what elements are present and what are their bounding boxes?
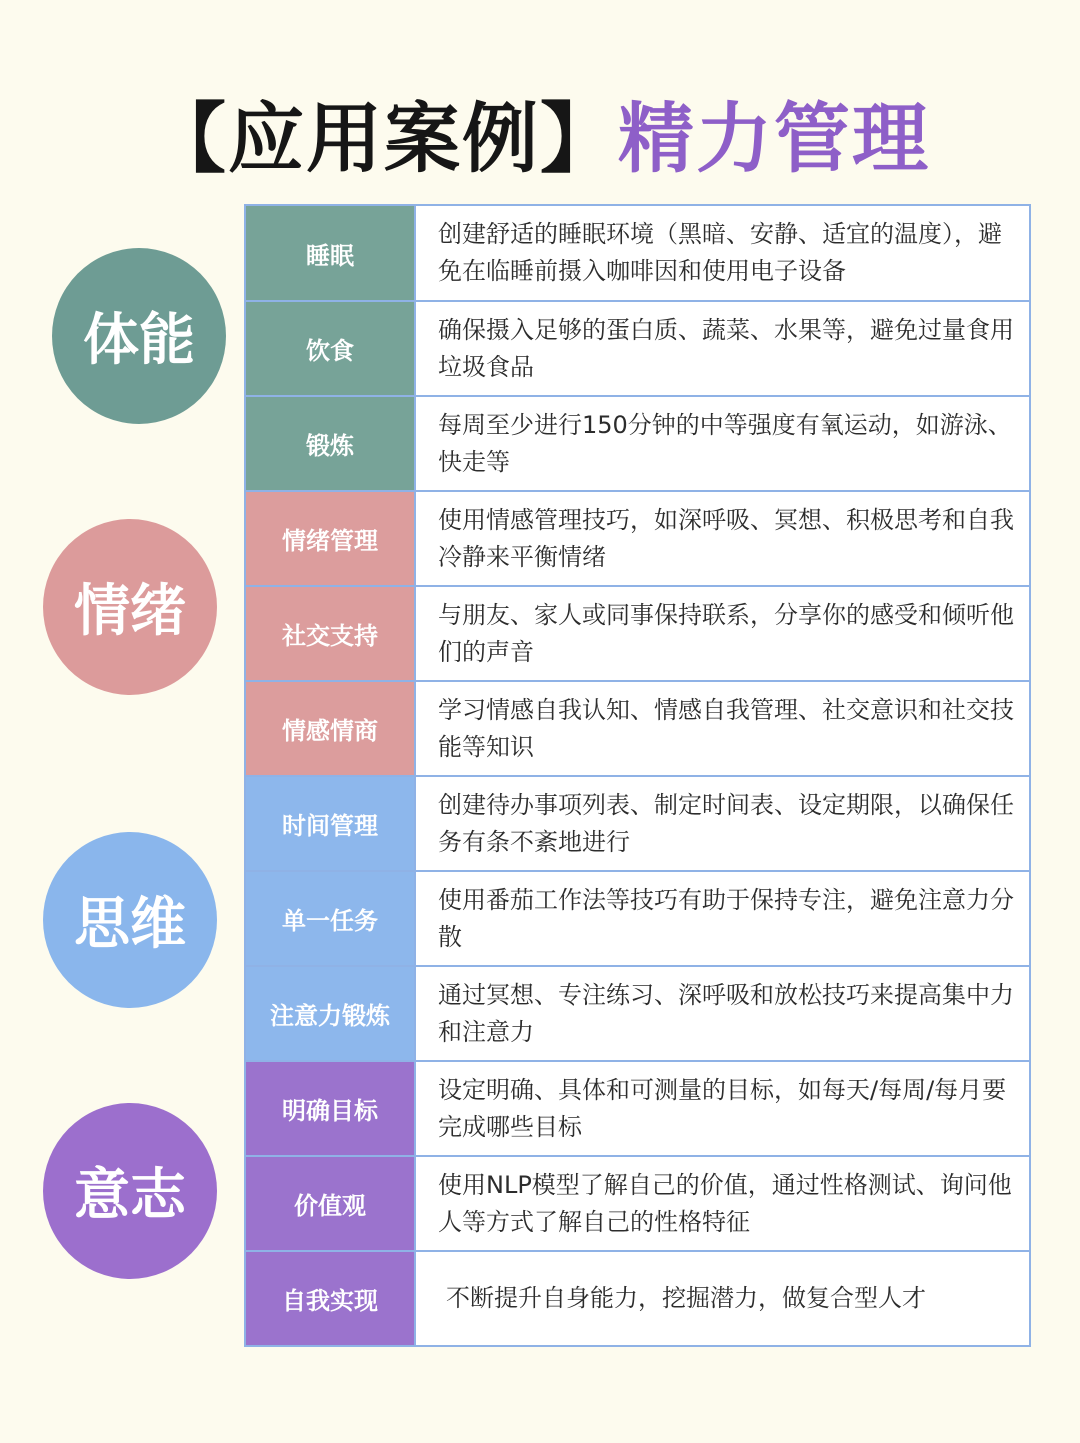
category-cell: 饮食 (246, 302, 416, 395)
category-cell: 睡眠 (246, 206, 416, 300)
category-cell: 情绪管理 (246, 492, 416, 585)
group-label-emotional: 情绪 (74, 579, 186, 644)
category-cell: 自我实现 (246, 1252, 416, 1345)
group-circle-willpower (43, 1103, 217, 1279)
category-cell: 社交支持 (246, 587, 416, 680)
category-cell: 价值观 (246, 1157, 416, 1250)
title-bracket-part: 【应用案例】 (150, 94, 618, 183)
category-cell: 锻炼 (246, 397, 416, 490)
category-cell: 注意力锻炼 (246, 967, 416, 1060)
description-cell: 与朋友、家人或同事保持联系，分享你的感受和倾听他们的声音 (438, 600, 1014, 666)
page-title (0, 78, 1080, 187)
energy-table (244, 204, 1031, 1347)
table-row (246, 395, 1029, 490)
group-label-mental: 思维 (74, 892, 186, 957)
table-row (246, 206, 1029, 300)
table-row (246, 1250, 1029, 1345)
table-row (246, 775, 1029, 870)
table-row (246, 1060, 1029, 1155)
description-cell: 使用情感管理技巧，如深呼吸、冥想、积极思考和自我冷静来平衡情绪 (438, 505, 1014, 571)
description-cell: 通过冥想、专注练习、深呼吸和放松技巧来提高集中力和注意力 (438, 980, 1014, 1046)
description-cell: 设定明确、具体和可测量的目标，如每天/每周/每月要完成哪些目标 (438, 1075, 1007, 1141)
group-label-physical: 体能 (83, 308, 195, 373)
category-cell: 单一任务 (246, 872, 416, 965)
description-cell: 使用番茄工作法等技巧有助于保持专注，避免注意力分散 (438, 885, 1014, 951)
description-cell: 确保摄入足够的蛋白质、蔬菜、水果等，避免过量食用垃圾食品 (438, 315, 1014, 381)
group-circle-mental (43, 832, 217, 1008)
category-cell: 时间管理 (246, 777, 416, 870)
category-cell: 明确目标 (246, 1062, 416, 1155)
table-row (246, 490, 1029, 585)
description-cell: 使用NLP模型了解自己的价值，通过性格测试、询问他人等方式了解自己的性格特征 (438, 1170, 1012, 1236)
table-row (246, 1155, 1029, 1250)
title-topic-part: 精力管理 (618, 94, 930, 183)
group-circle-emotional (43, 519, 217, 695)
table-row (246, 300, 1029, 395)
description-cell: 不断提升自身能力，挖掘潜力，做复合型人才 (446, 1284, 926, 1312)
group-circle-physical (52, 248, 226, 424)
table-row (246, 870, 1029, 965)
description-cell: 学习情感自我认知、情感自我管理、社交意识和社交技能等知识 (438, 695, 1014, 761)
table-row (246, 585, 1029, 680)
group-label-willpower: 意志 (74, 1163, 186, 1228)
description-cell: 每周至少进行150分钟的中等强度有氧运动，如游泳、快走等 (438, 410, 1012, 476)
category-cell: 情感情商 (246, 682, 416, 775)
description-cell: 创建待办事项列表、制定时间表、设定期限，以确保任务有条不紊地进行 (438, 790, 1014, 856)
description-cell: 创建舒适的睡眠环境（黑暗、安静、适宜的温度），避免在临睡前摄入咖啡因和使用电子设备 (438, 220, 1002, 285)
table-row (246, 965, 1029, 1060)
table-row (246, 680, 1029, 775)
